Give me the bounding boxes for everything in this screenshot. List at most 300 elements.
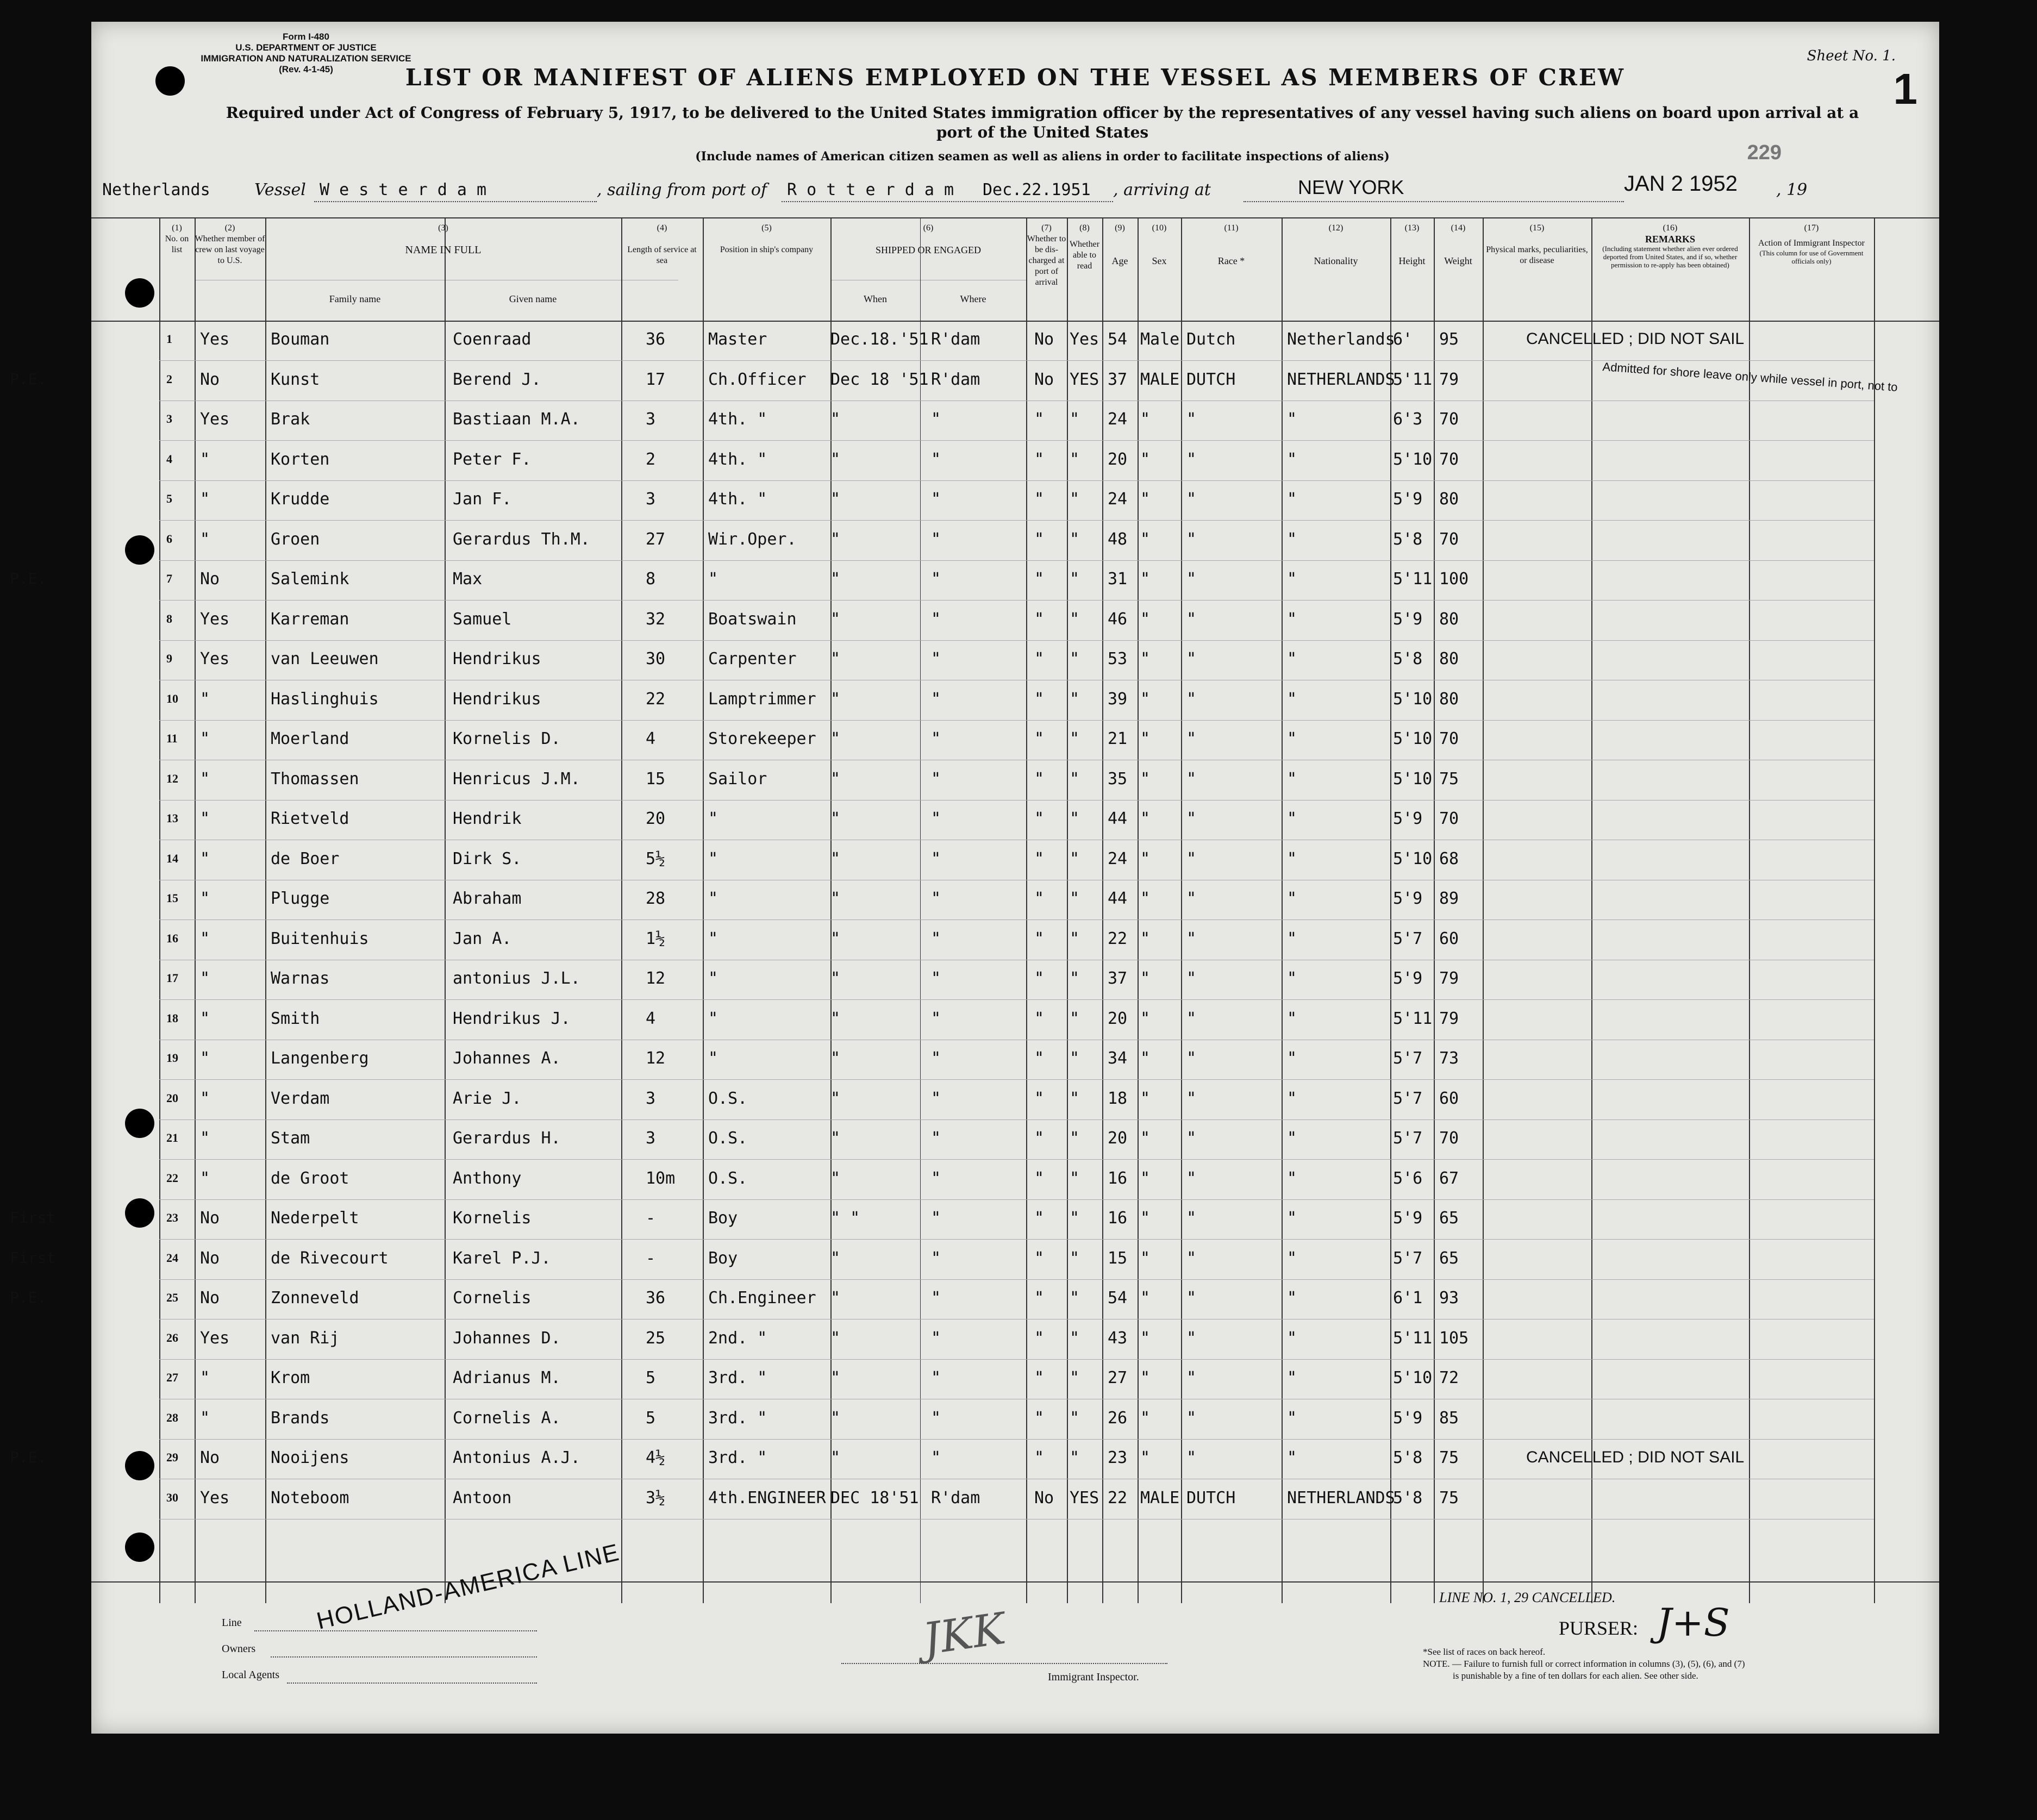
inspector-label: Immigrant Inspector.	[1048, 1671, 1139, 1683]
row-remarks: CANCELLED ; DID NOT SAIL	[1526, 330, 1745, 348]
races-note: *See list of races on back hereof.	[1423, 1647, 1546, 1657]
row-discharged: "	[1034, 1129, 1045, 1148]
row-number: 27	[166, 1371, 178, 1384]
row-prev-voyage: "	[200, 1129, 210, 1148]
row-height: 5'10	[1393, 770, 1433, 789]
row-position: 3rd. "	[708, 1409, 767, 1428]
col-header-remarks: (16) REMARKS (Including statement whether alien ever ordered deported from United States, and if so, whether permission to re-apply has been obtained)	[1602, 223, 1738, 269]
row-sex: "	[1140, 729, 1151, 748]
row-height: 5'10	[1393, 1368, 1433, 1387]
row-discharged: "	[1034, 1169, 1045, 1188]
row-race: "	[1186, 1089, 1197, 1108]
row-shipped-when: "	[830, 610, 841, 629]
row-service-length: 8	[646, 570, 656, 589]
row-position: 2nd. "	[708, 1329, 767, 1348]
sheet-number	[1807, 48, 1896, 64]
arrival-port: NEW YORK	[1298, 176, 1404, 198]
row-weight: 67	[1439, 1169, 1459, 1188]
row-position: 4th. "	[708, 450, 767, 469]
row-shipped-when: "	[830, 1129, 841, 1148]
row-shipped-when: "	[830, 1049, 841, 1068]
col-header-physical: (15) Physical marks, peculiarities, or disease	[1486, 223, 1588, 265]
row-shipped-when: "	[830, 1448, 841, 1467]
row-race: "	[1186, 849, 1197, 868]
row-race: "	[1186, 530, 1197, 549]
row-shipped-when: "	[830, 849, 841, 868]
row-family-name: Bouman	[271, 330, 330, 349]
row-nationality: "	[1287, 690, 1297, 709]
row-able-read: "	[1070, 649, 1080, 668]
row-shipped-where: "	[931, 410, 941, 429]
row-family-name: Smith	[271, 1009, 320, 1028]
departure-date: Dec.22.1951	[983, 180, 1091, 199]
row-age: 18	[1108, 1089, 1128, 1108]
row-age: 31	[1108, 570, 1128, 589]
row-weight: 70	[1439, 1129, 1459, 1148]
row-sex: "	[1140, 809, 1151, 828]
row-sex: "	[1140, 849, 1151, 868]
row-shipped-when: "	[830, 1409, 841, 1428]
row-nationality: "	[1287, 770, 1297, 789]
row-age: 54	[1108, 1289, 1128, 1308]
row-shipped-where: "	[931, 889, 941, 908]
row-shipped-when: "	[830, 570, 841, 589]
row-position: Boatswain	[708, 610, 797, 629]
row-prev-voyage: "	[200, 770, 210, 789]
row-service-length: 30	[646, 649, 666, 668]
row-prev-voyage: "	[200, 809, 210, 828]
row-nationality: "	[1287, 649, 1297, 668]
row-weight: 75	[1439, 1488, 1459, 1508]
row-weight: 80	[1439, 490, 1459, 509]
row-shipped-when: Dec 18 '51	[830, 370, 929, 389]
col-header-age: (9) Age	[1111, 223, 1128, 266]
row-service-length: 3	[646, 410, 656, 429]
row-position: "	[708, 1009, 718, 1028]
row-age: 24	[1108, 849, 1128, 868]
row-service-length: 3	[646, 1129, 656, 1148]
row-given-name: Arie J.	[453, 1089, 522, 1108]
line-label: Line	[222, 1617, 242, 1629]
row-given-name: Jan F.	[453, 490, 512, 509]
row-age: 16	[1108, 1209, 1128, 1228]
row-position: 3rd. "	[708, 1448, 767, 1467]
row-shipped-when: "	[830, 889, 841, 908]
row-service-length: 28	[646, 889, 666, 908]
row-family-name: Salemink	[271, 570, 349, 589]
row-race: "	[1186, 1329, 1197, 1348]
row-number: 10	[166, 692, 178, 705]
row-number: 16	[166, 931, 178, 945]
row-family-name: Verdam	[271, 1089, 330, 1108]
row-prev-voyage: Yes	[200, 610, 230, 629]
row-service-length: 36	[646, 330, 666, 349]
row-nationality: "	[1287, 490, 1297, 509]
row-given-name: Cornelis	[453, 1289, 532, 1308]
row-family-name: Buitenhuis	[271, 929, 369, 948]
row-weight: 100	[1439, 570, 1469, 589]
row-shipped-where: R'dam	[931, 330, 980, 349]
row-given-name: Antoon	[453, 1488, 512, 1508]
row-number: 24	[166, 1251, 178, 1265]
col-header-sex: (10) Sex	[1152, 223, 1167, 266]
row-discharged: "	[1034, 1089, 1045, 1108]
row-discharged: "	[1034, 1448, 1045, 1467]
row-family-name: Langenberg	[271, 1049, 369, 1068]
row-position: Master	[708, 330, 767, 349]
row-given-name: Gerardus Th.M.	[453, 530, 590, 549]
row-able-read: "	[1070, 1009, 1080, 1028]
row-discharged: "	[1034, 610, 1045, 629]
row-sex: "	[1140, 1289, 1151, 1308]
row-given-name: Kornelis	[453, 1209, 532, 1228]
row-sex: "	[1140, 1009, 1151, 1028]
row-age: 16	[1108, 1169, 1128, 1188]
row-height: 5'7	[1393, 1049, 1423, 1068]
row-prev-voyage: "	[200, 490, 210, 509]
company-stamp: HOLLAND-AMERICA LINE	[314, 1538, 622, 1635]
row-family-name: Nooijens	[271, 1448, 349, 1467]
inspector-signature: JKK	[920, 1603, 1009, 1665]
row-height: 5'7	[1393, 1249, 1423, 1268]
row-race: "	[1186, 610, 1197, 629]
form-dept: U.S. DEPARTMENT OF JUSTICE	[235, 42, 377, 53]
row-service-length: 17	[646, 370, 666, 389]
row-weight: 80	[1439, 690, 1459, 709]
row-height: 5'9	[1393, 809, 1423, 828]
row-sex: "	[1140, 1448, 1151, 1467]
row-margin-note: First	[10, 1249, 56, 1267]
row-discharged: "	[1034, 410, 1045, 429]
row-height: 5'11	[1393, 570, 1433, 589]
row-nationality: "	[1287, 729, 1297, 748]
row-shipped-when: "	[830, 1368, 841, 1387]
row-position: O.S.	[708, 1089, 748, 1108]
row-service-length: 32	[646, 610, 666, 629]
row-given-name: Johannes A.	[453, 1049, 561, 1068]
row-position: "	[708, 849, 718, 868]
sheet-value: 1.	[1882, 48, 1896, 64]
row-service-length: 3	[646, 490, 656, 509]
year-label: , 19	[1776, 180, 1808, 199]
row-shipped-when: "	[830, 1329, 841, 1348]
row-height: 5'11	[1393, 370, 1433, 389]
row-sex: Male	[1140, 330, 1180, 349]
row-discharged: "	[1034, 649, 1045, 668]
row-age: 20	[1108, 1129, 1128, 1148]
row-nationality: "	[1287, 570, 1297, 589]
row-family-name: Noteboom	[271, 1488, 349, 1508]
row-discharged: "	[1034, 1009, 1045, 1028]
row-prev-voyage: "	[200, 1089, 210, 1108]
col-header-weight: (14) Weight	[1444, 223, 1472, 266]
row-service-length: 5	[646, 1409, 656, 1428]
row-given-name: Karel P.J.	[453, 1249, 551, 1268]
row-shipped-where: "	[931, 649, 941, 668]
row-nationality: NETHERLANDS	[1287, 370, 1395, 389]
row-weight: 75	[1439, 770, 1459, 789]
row-age: 26	[1108, 1409, 1128, 1428]
flag-value: Netherlands	[102, 180, 210, 199]
col-header-race: (11) Race *	[1217, 223, 1245, 266]
row-sex: "	[1140, 690, 1151, 709]
cancel-note: LINE NO. 1, 29 CANCELLED.	[1439, 1590, 1616, 1605]
departure-port: R o t t e r d a m	[787, 180, 954, 199]
row-age: 44	[1108, 889, 1128, 908]
row-shipped-where: "	[931, 849, 941, 868]
row-able-read: "	[1070, 1129, 1080, 1148]
form-rev: (Rev. 4-1-45)	[279, 64, 333, 74]
row-prev-voyage: "	[200, 450, 210, 469]
row-able-read: "	[1070, 1049, 1080, 1068]
row-number: 22	[166, 1171, 178, 1185]
form-service: IMMIGRATION AND NATURALIZATION SERVICE	[201, 53, 411, 64]
row-able-read: "	[1070, 530, 1080, 549]
row-able-read: Yes	[1070, 330, 1099, 349]
row-prev-voyage: "	[200, 1169, 210, 1188]
row-position: "	[708, 969, 718, 988]
row-height: 5'9	[1393, 610, 1423, 629]
row-nationality: "	[1287, 1289, 1297, 1308]
row-height: 5'9	[1393, 1209, 1423, 1228]
row-shipped-when: " "	[830, 1209, 860, 1228]
row-number: 23	[166, 1211, 178, 1224]
row-discharged: "	[1034, 969, 1045, 988]
row-able-read: "	[1070, 1169, 1080, 1188]
row-shipped-where: "	[931, 610, 941, 629]
row-discharged: "	[1034, 570, 1045, 589]
row-nationality: "	[1287, 1448, 1297, 1467]
row-race: "	[1186, 1049, 1197, 1068]
row-height: 5'11	[1393, 1329, 1433, 1348]
row-given-name: Hendrik	[453, 809, 522, 828]
row-weight: 60	[1439, 1089, 1459, 1108]
row-height: 5'8	[1393, 1448, 1423, 1467]
row-prev-voyage: No	[200, 1209, 220, 1228]
row-height: 5'10	[1393, 729, 1433, 748]
row-nationality: "	[1287, 809, 1297, 828]
row-age: 48	[1108, 530, 1128, 549]
row-able-read: "	[1070, 490, 1080, 509]
row-prev-voyage: Yes	[200, 1329, 230, 1348]
col-header-action: (17) Action of Immigrant Inspector (This column for use of Government officials only)	[1758, 223, 1865, 265]
row-age: 54	[1108, 330, 1128, 349]
row-position: "	[708, 889, 718, 908]
col-header-last-voyage: (2) Whether member of crew on last voyage to U.S.	[195, 223, 265, 265]
row-height: 5'10	[1393, 690, 1433, 709]
row-sex: "	[1140, 889, 1151, 908]
row-family-name: Haslinghuis	[271, 690, 379, 709]
row-age: 37	[1108, 969, 1128, 988]
col-header-shipped: (6) SHIPPED OR ENGAGED	[875, 223, 981, 255]
row-prev-voyage: Yes	[200, 330, 230, 349]
row-weight: 80	[1439, 610, 1459, 629]
row-number: 30	[166, 1491, 178, 1504]
row-family-name: Stam	[271, 1129, 310, 1148]
row-nationality: "	[1287, 1249, 1297, 1268]
row-service-length: 5	[646, 1368, 656, 1387]
row-age: 27	[1108, 1368, 1128, 1387]
row-number: 17	[166, 971, 178, 985]
row-race: "	[1186, 1368, 1197, 1387]
row-given-name: Coenraad	[453, 330, 532, 349]
row-given-name: antonius J.L.	[453, 969, 580, 988]
row-nationality: "	[1287, 610, 1297, 629]
row-prev-voyage: "	[200, 729, 210, 748]
row-age: 15	[1108, 1249, 1128, 1268]
page-title: LIST OR MANIFEST OF ALIENS EMPLOYED ON THE VESSEL AS MEMBERS OF CREW	[405, 64, 1626, 91]
row-shipped-where: R'dam	[931, 370, 980, 389]
row-shipped-when: Dec.18.'51	[830, 330, 929, 349]
note-line-1: NOTE. — Failure to furnish full or correct information in columns (3), (5), (6), and (7)	[1423, 1659, 1745, 1669]
row-able-read: "	[1070, 1448, 1080, 1467]
row-given-name: Peter F.	[453, 450, 532, 469]
row-nationality: "	[1287, 1089, 1297, 1108]
row-sex: "	[1140, 1249, 1151, 1268]
row-prev-voyage: Yes	[200, 1488, 230, 1508]
row-prev-voyage: "	[200, 530, 210, 549]
row-height: 6'1	[1393, 1289, 1423, 1308]
row-race: "	[1186, 889, 1197, 908]
sheet-label: Sheet No.	[1807, 48, 1878, 64]
row-height: 6'3	[1393, 410, 1423, 429]
arrival-date: JAN 2 1952	[1624, 172, 1738, 196]
row-sex: "	[1140, 610, 1151, 629]
row-height: 5'8	[1393, 530, 1423, 549]
col-header-no: (1) No. on list	[165, 223, 189, 254]
row-sex: "	[1140, 969, 1151, 988]
row-shipped-where: "	[931, 969, 941, 988]
col-header-family: Family name	[329, 293, 381, 304]
row-sex: "	[1140, 1089, 1151, 1108]
row-shipped-where: "	[931, 809, 941, 828]
row-race: "	[1186, 1289, 1197, 1308]
row-prev-voyage: No	[200, 370, 220, 389]
row-weight: 65	[1439, 1249, 1459, 1268]
row-family-name: Krudde	[271, 490, 330, 509]
row-position: 4th. "	[708, 410, 767, 429]
row-number: 4	[166, 452, 172, 466]
row-family-name: Krom	[271, 1368, 310, 1387]
row-age: 20	[1108, 450, 1128, 469]
row-shipped-when: "	[830, 690, 841, 709]
row-family-name: Nederpelt	[271, 1209, 359, 1228]
row-given-name: Hendrikus J.	[453, 1009, 571, 1028]
row-race: "	[1186, 929, 1197, 948]
row-weight: 85	[1439, 1409, 1459, 1428]
row-race: "	[1186, 1409, 1197, 1428]
row-race: "	[1186, 809, 1197, 828]
row-sex: "	[1140, 1368, 1151, 1387]
row-service-length: 3½	[646, 1488, 666, 1508]
row-able-read: YES	[1070, 1488, 1099, 1508]
row-shipped-where: "	[931, 530, 941, 549]
row-nationality: "	[1287, 929, 1297, 948]
row-height: 5'7	[1393, 1129, 1423, 1148]
row-given-name: Gerardus H.	[453, 1129, 561, 1148]
row-family-name: Moerland	[271, 729, 349, 748]
row-service-length: 12	[646, 969, 666, 988]
row-given-name: Henricus J.M.	[453, 770, 580, 789]
row-weight: 70	[1439, 450, 1459, 469]
row-family-name: de Rivecourt	[271, 1249, 389, 1268]
row-race: "	[1186, 770, 1197, 789]
row-family-name: Rietveld	[271, 809, 349, 828]
row-family-name: Warnas	[271, 969, 330, 988]
row-able-read: "	[1070, 610, 1080, 629]
row-height: 5'9	[1393, 1409, 1423, 1428]
row-family-name: Brands	[271, 1409, 330, 1428]
sailing-label: , sailing from port of	[597, 180, 767, 199]
row-shipped-where: "	[931, 1169, 941, 1188]
row-prev-voyage: "	[200, 1049, 210, 1068]
row-able-read: "	[1070, 690, 1080, 709]
row-age: 24	[1108, 410, 1128, 429]
row-nationality: "	[1287, 849, 1297, 868]
row-shipped-where: "	[931, 570, 941, 589]
row-shipped-when: DEC 18'51	[830, 1488, 919, 1508]
row-service-length: 15	[646, 770, 666, 789]
row-number: 28	[166, 1411, 178, 1424]
row-race: "	[1186, 729, 1197, 748]
row-discharged: "	[1034, 1368, 1045, 1387]
row-family-name: Karreman	[271, 610, 349, 629]
row-remarks: CANCELLED ; DID NOT SAIL	[1526, 1448, 1745, 1466]
row-race: DUTCH	[1186, 1488, 1236, 1508]
row-shipped-where: "	[931, 1089, 941, 1108]
row-discharged: "	[1034, 1289, 1045, 1308]
row-race: Dutch	[1186, 330, 1236, 349]
purser-signature: J+S	[1657, 1600, 1730, 1645]
row-service-length: 12	[646, 1049, 666, 1068]
row-discharged: "	[1034, 1409, 1045, 1428]
row-prev-voyage: Yes	[200, 649, 230, 668]
row-sex: "	[1140, 530, 1151, 549]
row-weight: 60	[1439, 929, 1459, 948]
row-family-name: de Groot	[271, 1169, 349, 1188]
row-able-read: "	[1070, 1409, 1080, 1428]
row-service-length: 25	[646, 1329, 666, 1348]
row-prev-voyage: "	[200, 929, 210, 948]
row-prev-voyage: "	[200, 690, 210, 709]
row-given-name: Cornelis A.	[453, 1409, 561, 1428]
row-shipped-when: "	[830, 969, 841, 988]
row-shipped-where: "	[931, 1368, 941, 1387]
row-prev-voyage: Yes	[200, 410, 230, 429]
row-service-length: 5½	[646, 849, 666, 868]
row-shipped-when: "	[830, 1009, 841, 1028]
row-nationality: "	[1287, 1209, 1297, 1228]
row-age: 21	[1108, 729, 1128, 748]
row-sex: "	[1140, 1049, 1151, 1068]
row-age: 23	[1108, 1448, 1128, 1467]
sheet-big-number: 1	[1893, 65, 1917, 113]
row-nationality: "	[1287, 450, 1297, 469]
row-race: "	[1186, 410, 1197, 429]
row-race: "	[1186, 1448, 1197, 1467]
row-sex: "	[1140, 570, 1151, 589]
row-prev-voyage: "	[200, 889, 210, 908]
row-position: O.S.	[708, 1129, 748, 1148]
row-height: 5'7	[1393, 929, 1423, 948]
row-given-name: Max	[453, 570, 483, 589]
row-family-name: Groen	[271, 530, 320, 549]
row-discharged: "	[1034, 1209, 1045, 1228]
row-prev-voyage: "	[200, 1409, 210, 1428]
row-height: 5'8	[1393, 1488, 1423, 1508]
row-given-name: Jan A.	[453, 929, 512, 948]
row-prev-voyage: No	[200, 1249, 220, 1268]
